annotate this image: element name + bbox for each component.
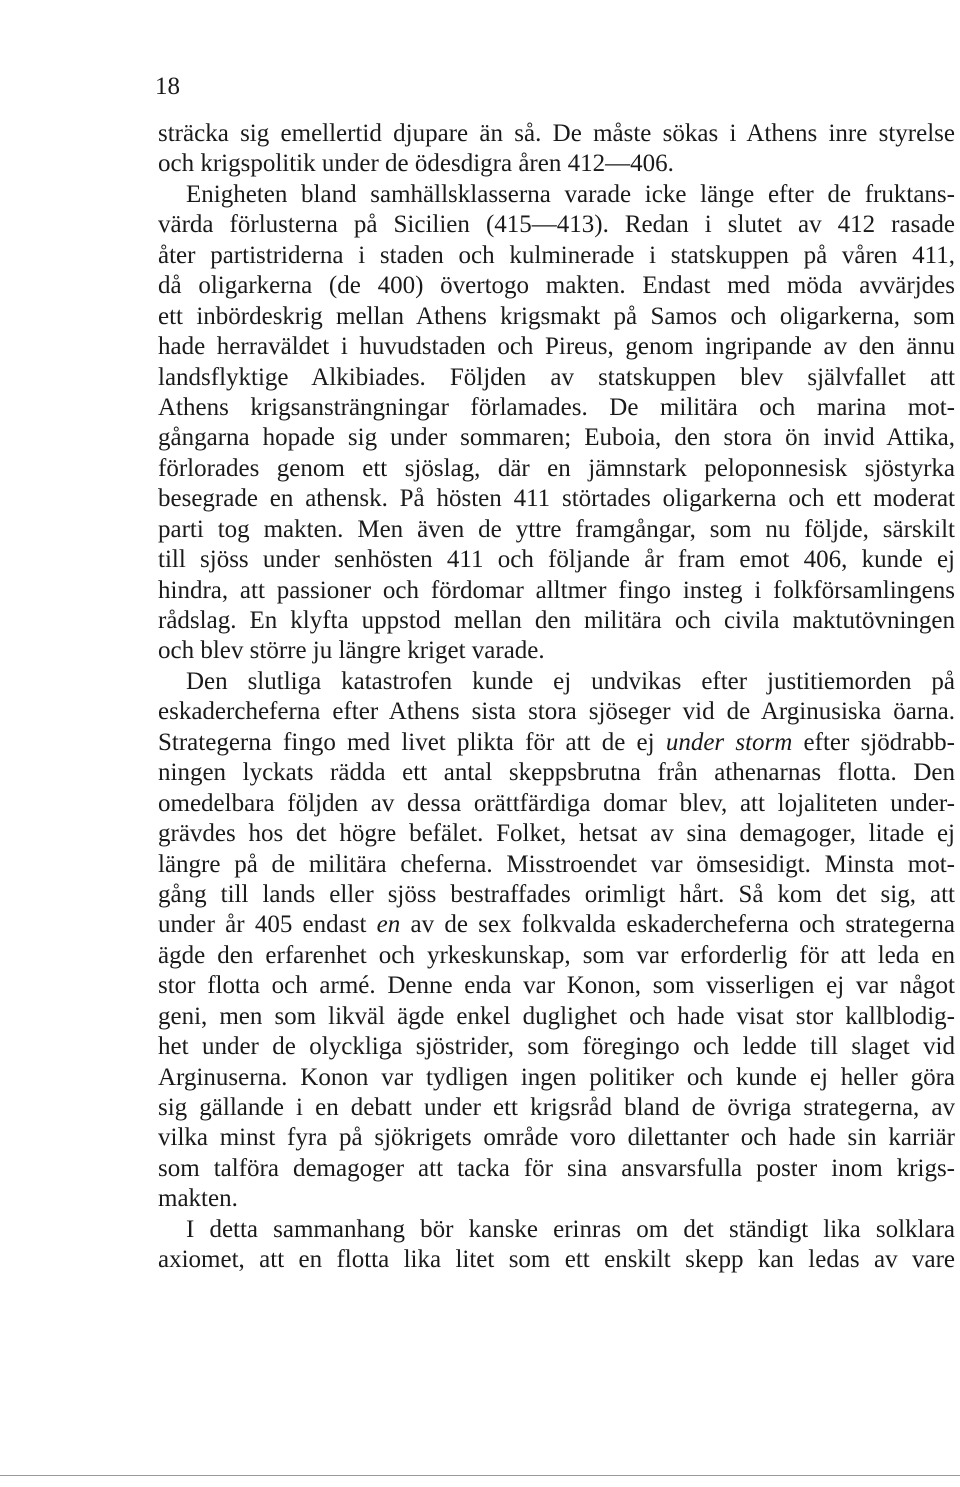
text-line: längre på de militära cheferna. Misstroendet var ömsesidigt. Minsta mot- [158,850,955,878]
text-line: besegrade en athensk. På hösten 411 störtades oligarkerna och ett moderat [158,485,955,513]
text-line: omedelbara följden av dessa orättfärdiga domar blev, att lojaliteten under- [158,789,955,817]
text-line: och blev större ju längre kriget varade. [158,637,545,665]
text-line: åter partistriderna i staden och kulminerade i statskuppen på våren 411, [158,241,955,269]
text-line: I detta sammanhang bör kanske erinras om det ständigt lika solklara [186,1215,955,1243]
text-line: sträcka sig emellertid djupare än så. De måste sökas i Athens inre styrelse [158,120,955,147]
text-line: geni, men som likväl ägde enkel duglighet och hade visat stor kallblodig- [158,1002,955,1030]
text-line: stor flotta och armé. Denne enda var Konon, som visserligen ej var något [158,972,955,1000]
text-line: Arginuserna. Konon var tydligen ingen politiker och kunde ej heller göra [158,1063,955,1091]
text-line: Athens krigsansträngningar förlamades. De militära och marina mot- [158,393,955,421]
text-line: gång till lands eller sjöss bestraffades orimligt hårt. Så kom det sig, att [158,880,955,908]
text-line: eskadercheferna efter Athens sista stora sjöseger vid de Arginusiska öarna. [158,698,955,726]
text-line: ett inbördeskrig mellan Athens krigsmakt på Samos och oligarkerna, som [158,302,955,330]
text-line: förlorades genom ett sjöslag, där en jämnstark peloponnesisk sjöstyrka [158,454,955,482]
text-line: gångarna hopade sig under sommaren; Euboia, den stora ön invid Attika, [158,424,955,452]
text-line: till sjöss under senhösten 411 och följande år fram emot 406, kunde ej [158,546,955,574]
text-line: som talföra demagoger att tacka för sina ansvarsfulla poster inom krigs- [158,1154,955,1182]
paragraph-2 [158,667,955,1215]
text-line-with-italic [158,728,955,758]
italic-emphasis: under storm [665,728,793,756]
italic-emphasis: en [376,911,401,939]
text-line: axiomet, att en flotta lika litet som ett enskilt skepp kan ledas av vare [158,1246,955,1274]
text-run: efter sjödrabb- [792,728,955,756]
text-run: under år 405 endast [158,911,377,939]
text-line: rådslag. En klyfta uppstod mellan den militära och civila maktutövningen [158,607,955,634]
text-line: het under de olyckliga sjöstrider, som föregingo och ledde till slaget vid [158,1033,955,1061]
text-line: landsflyktige Alkibiades. Följden av statskuppen blev självfallet att [158,363,955,391]
text-line: hade herraväldet i huvudstaden och Pireus, genom ingripande av den ännu [158,333,955,361]
page-number: 18 [155,73,180,100]
paragraph-1 [158,119,955,667]
text-run: Strategerna fingo med livet plikta för att de ej [158,728,666,756]
text-line: och krigspolitik under de ödesdigra åren 412—406. [158,150,674,178]
text-line: Enigheten bland samhällsklasserna varade icke länge efter de fruktans- [186,180,955,208]
text-line: vilka minst fyra på sjökrigets område voro dilettanter och hade sin karriär [158,1124,955,1152]
text-line: då oligarkerna (de 400) övertogo makten. Endast med möda avvärjdes [158,272,955,300]
text-run: av de sex folkvalda eskadercheferna och strategerna [400,911,955,939]
body-text [158,119,955,1276]
text-line: värda förlusterna på Sicilien (415—413). Redan i slutet av 412 rasade [158,211,955,239]
text-line: grävdes hos det högre befälet. Folket, hetsat av sina demagoger, litade ej [158,820,955,848]
text-line: sig gällande i en debatt under ett krigsråd bland de övriga strategerna, av [158,1094,955,1121]
text-line: ägde den erfarenhet och yrkeskunskap, som var erforderlig för att leda en [158,941,955,969]
text-line-with-italic [158,910,955,940]
text-line: ningen lyckats rädda ett antal skeppsbrutna från athenarnas flotta. Den [158,759,955,787]
text-line: parti tog makten. Men även de yttre framgångar, som nu följde, särskilt [158,515,955,543]
text-line: Den slutliga katastrofen kunde ej undvikas efter justitiemorden på [186,667,955,695]
text-line: makten. [158,1185,238,1213]
paragraph-3 [158,1215,955,1276]
scan-edge-rule [0,1475,960,1476]
text-line: hindra, att passioner och fördomar alltmer fingo insteg i folkförsamlingens [158,576,955,604]
